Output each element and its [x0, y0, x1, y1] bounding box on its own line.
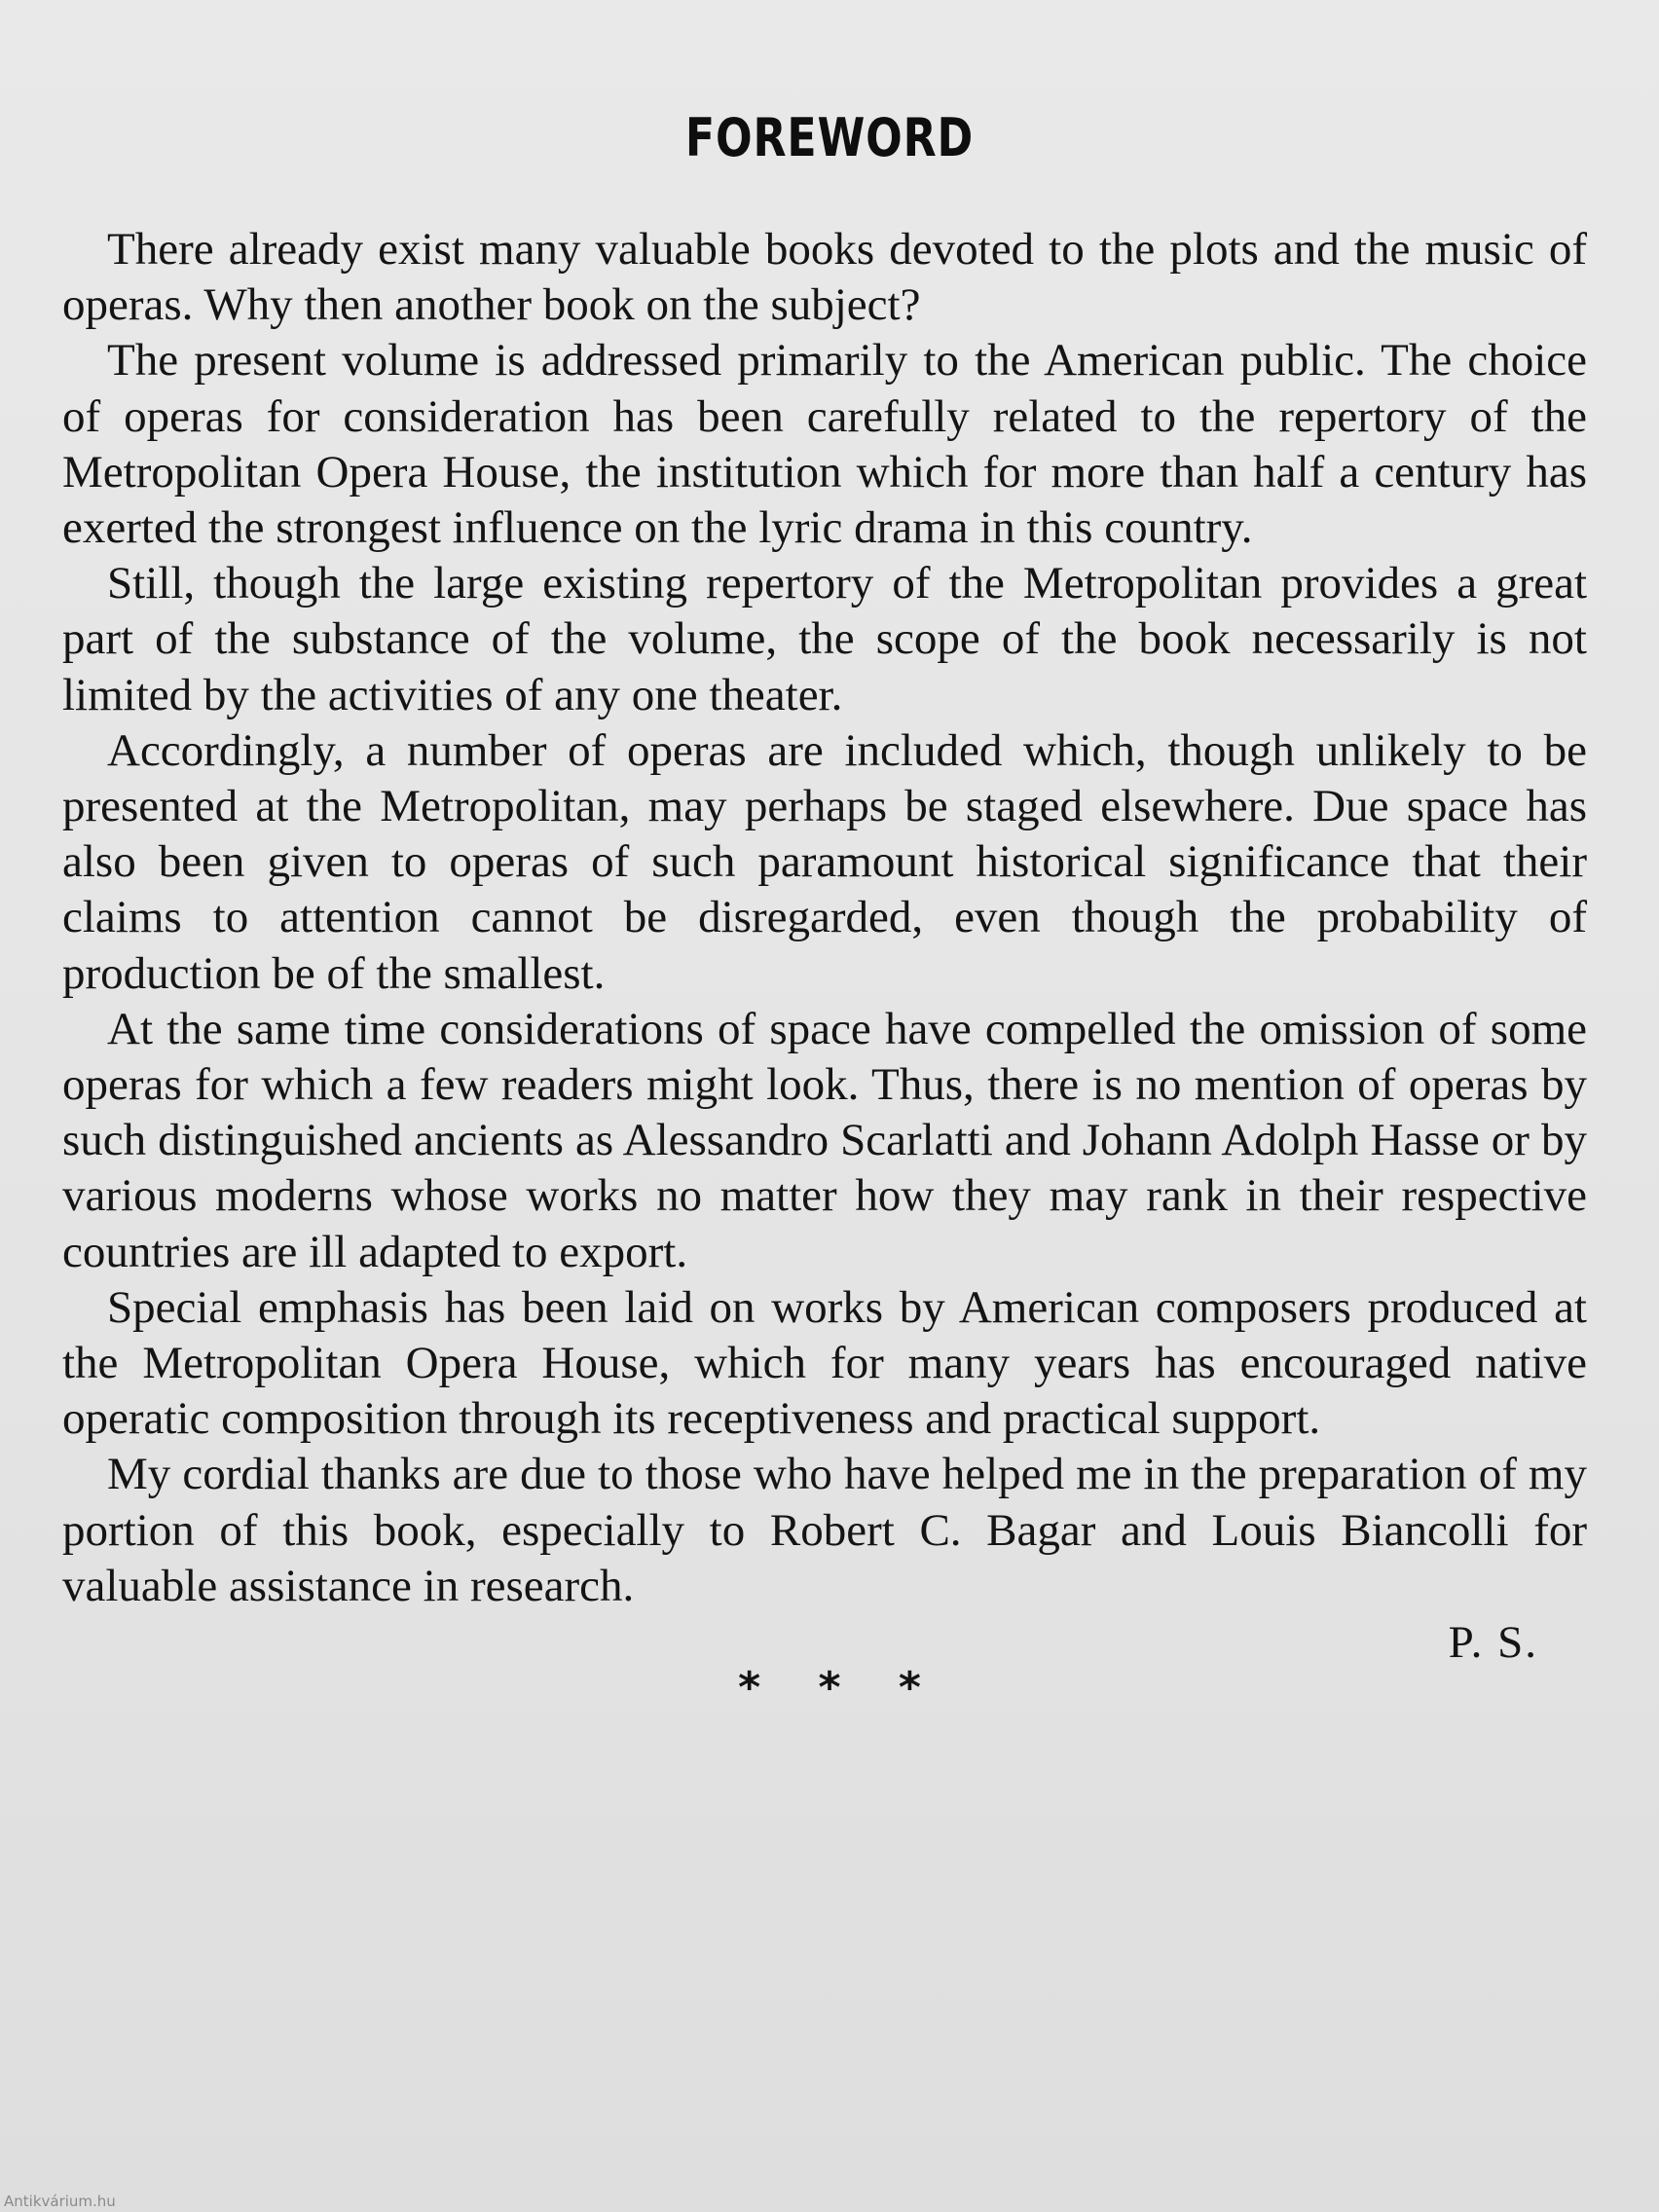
- author-initials: P. S.: [1448, 1617, 1538, 1668]
- watermark: Antikvárium.hu: [4, 2193, 116, 2210]
- paragraph-6: Special emphasis has been laid on works by American composers produced at the Metropolitan Opera House, which for many years has encouraged native operatic composition through its receptiveness and practical support.: [62, 1281, 1587, 1445]
- page-title: FOREWORD: [684, 107, 975, 168]
- paragraph-5: At the same time considerations of space have compelled the omission of some operas for which a few readers might look. Thus, there is no mention of operas by such distinguished ancients as Alessandro Scarlatti and Johann Adolph Hasse or by various moderns whose works no matter how they may rank in their respective countries are ill adapted to export.: [62, 1003, 1587, 1277]
- paragraph-3: Still, though the large existing repertory of the Metropolitan provides a great part of the substance of the volume, the scope of the book necessarily is not limited by the activities of any one theater.: [62, 558, 1587, 720]
- paragraph-7: My cordial thanks are due to those who have helped me in the preparation of my portion of this book, especially to Robert C. Bagar and Louis Biancolli for valuable assistance in research.: [62, 1449, 1587, 1611]
- foreword-body: [62, 222, 1587, 1614]
- paragraph-4: Accordingly, a number of operas are included which, though unlikely to be presented at the Metropolitan, may perhaps be staged elsewhere. Due space has also been given to operas of such paramount historical significance that their claims to attention cannot be disregarded, even though the probability of production be of the smallest.: [62, 724, 1587, 999]
- paragraph-2: The present volume is addressed primarily to the American public. The choice of operas for consideration has been carefully related to the repertory of the Metropolitan Opera House, the institution which for more than half a century has exerted the strongest influence on the lyric drama in this country.: [62, 335, 1587, 554]
- paragraph-1: There already exist many valuable books devoted to the plots and the music of operas. Why then another book on the subject?: [62, 224, 1587, 331]
- section-ornament: * * *: [738, 1663, 921, 1713]
